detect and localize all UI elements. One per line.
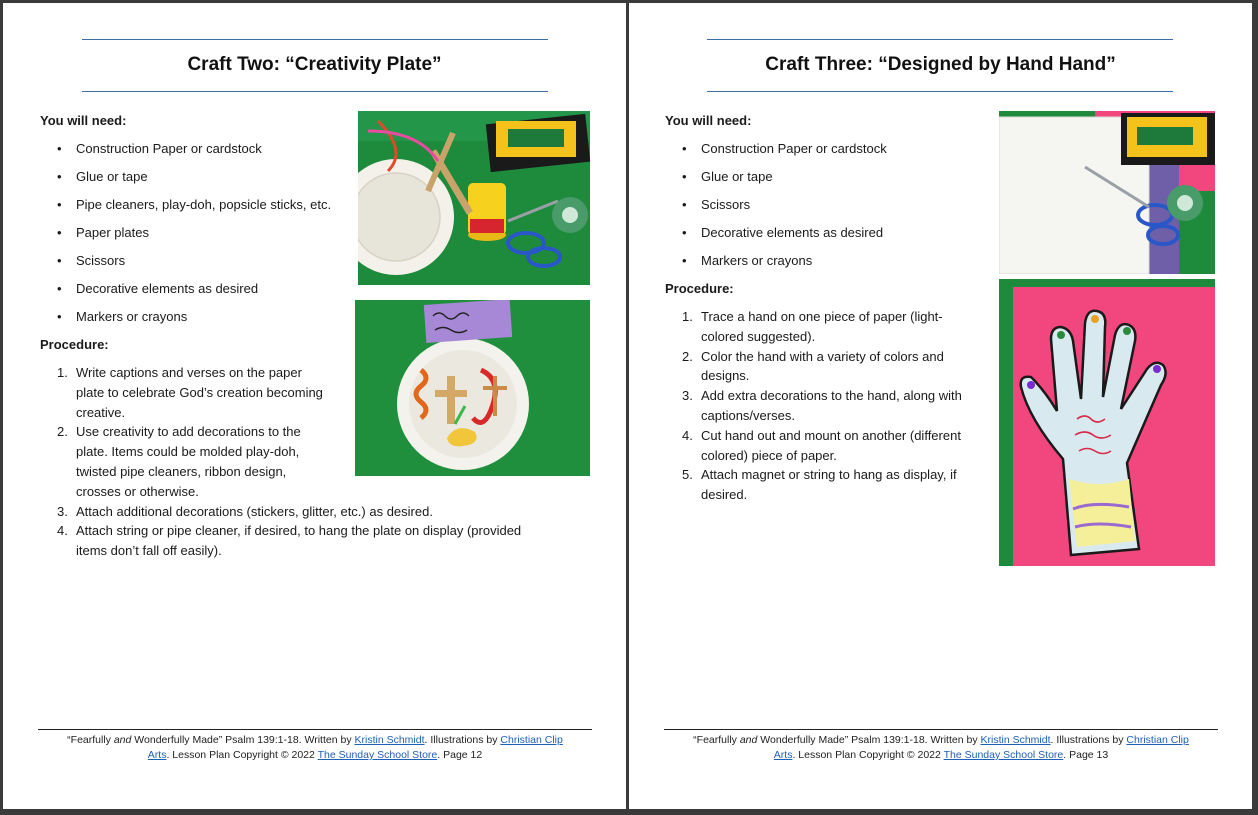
procedure-step	[665, 347, 995, 387]
page-12	[3, 3, 626, 809]
step-text-line: Add extra decorations to the hand, along with	[701, 388, 962, 404]
step-text-line: captions/verses.	[701, 407, 795, 423]
title-top-rule	[82, 39, 548, 40]
illustrator-link[interactable]: Christian Clip	[1126, 734, 1189, 746]
footer-text: . Lesson Plan Copyright © 2022	[166, 749, 318, 761]
footer-text: Wonderfully Made” Psalm 139:1-18. Written by	[131, 734, 355, 746]
step-text-line: crosses or otherwise.	[76, 483, 199, 499]
needs-heading: You will need:	[665, 113, 752, 128]
footer-text: . Illustrations by	[424, 734, 501, 746]
step-text-line: Attach additional decorations (stickers, glitter, etc.) as desired.	[76, 503, 433, 519]
supply-item: • Glue or tape	[665, 167, 985, 195]
needs-heading: You will need:	[40, 113, 127, 128]
page-13	[629, 3, 1252, 809]
page-title: Craft Two: “Creativity Plate”	[187, 54, 442, 75]
supplies-list	[665, 139, 985, 279]
step-text-line: Color the hand with a variety of colors and	[701, 348, 944, 364]
supply-item: • Pipe cleaners, play-doh, popsicle sticks, etc.	[40, 195, 360, 223]
supplies-list	[40, 139, 360, 335]
step-text-line: Write captions and verses on the paper	[76, 365, 302, 380]
footer-text: Wonderfully Made” Psalm 139:1-18. Written by	[757, 734, 981, 746]
illustrator-link-cont[interactable]: Arts	[773, 749, 793, 761]
step-text-line: colored suggested).	[701, 328, 816, 344]
step-text-line: Use creativity to add decorations to the	[76, 424, 301, 440]
store-link[interactable]: The Sunday School Store	[943, 749, 1064, 761]
footer-text: . Illustrations by	[1050, 734, 1127, 746]
step-text-line: items don’t fall off easily).	[76, 543, 222, 559]
step-number: 1.	[57, 365, 68, 380]
step-text-line: plate to celebrate God’s creation becoming	[76, 384, 323, 400]
footer-rule	[664, 729, 1218, 730]
page-footer	[664, 733, 1218, 763]
footer-rule	[38, 729, 592, 730]
step-text-line: Cut hand out and mount on another (different	[701, 427, 961, 443]
supply-item: • Construction Paper or cardstock	[40, 139, 360, 167]
title-bottom-rule	[82, 91, 548, 92]
step-text-line: Trace a hand on one piece of paper (light-	[701, 309, 943, 324]
page-title: Craft Three: “Designed by Hand Hand”	[765, 54, 1116, 75]
procedure-step	[665, 465, 995, 505]
footer-text: “Fearfully	[693, 734, 740, 746]
title-bottom-rule	[707, 91, 1173, 92]
author-link[interactable]: Kristin Schmidt	[980, 734, 1051, 746]
step-text-line: twisted pipe cleaners, ribbon design,	[76, 463, 287, 479]
supply-item: • Scissors	[40, 251, 360, 279]
author-link[interactable]: Kristin Schmidt	[354, 734, 425, 746]
step-text-line: designs.	[701, 368, 750, 384]
supply-item: • Glue or tape	[40, 167, 360, 195]
step-number: 3.	[682, 388, 693, 404]
procedure-step	[665, 426, 995, 466]
procedure-heading: Procedure:	[40, 337, 109, 352]
footer-text: . Lesson Plan Copyright © 2022	[792, 749, 944, 761]
procedure-step	[665, 386, 995, 426]
footer-emphasis: and	[113, 734, 132, 746]
procedure-list	[665, 307, 995, 505]
step-number: 4.	[682, 427, 693, 443]
supplies-photo	[358, 111, 590, 285]
illustrator-link-cont[interactable]: Arts	[147, 749, 167, 761]
page-number: . Page 12	[437, 749, 483, 761]
step-number: 4.	[57, 523, 68, 539]
supply-item: • Paper plates	[40, 223, 360, 251]
supply-item: • Decorative elements as desired	[665, 223, 985, 251]
step-number: 2.	[57, 424, 68, 440]
step-text-line: colored) piece of paper.	[701, 447, 837, 463]
page-footer	[38, 733, 592, 763]
procedure-step	[40, 521, 580, 561]
step-number: 5.	[682, 467, 693, 483]
hand-supplies-photo	[999, 111, 1215, 274]
decorated-hand-photo	[999, 279, 1215, 566]
supply-item: • Decorative elements as desired	[40, 279, 360, 307]
procedure-step	[40, 502, 580, 522]
title-top-rule	[707, 39, 1173, 40]
step-text-line: desired.	[701, 487, 748, 503]
step-text-line: Attach magnet or string to hang as display, if	[701, 467, 957, 483]
supply-item: • Markers or crayons	[40, 307, 360, 335]
illustrator-link[interactable]: Christian Clip	[500, 734, 563, 746]
footer-emphasis: and	[739, 734, 758, 746]
step-number: 3.	[57, 503, 68, 519]
procedure-heading: Procedure:	[665, 281, 734, 296]
footer-text: “Fearfully	[67, 734, 114, 746]
step-text-line: creative.	[76, 404, 126, 420]
step-number: 1.	[682, 309, 693, 324]
supply-item: • Markers or crayons	[665, 251, 985, 279]
step-number: 2.	[682, 348, 693, 364]
supply-item: • Scissors	[665, 195, 985, 223]
page-number: . Page 13	[1063, 749, 1109, 761]
supply-item: • Construction Paper or cardstock	[665, 139, 985, 167]
step-text-line: plate. Items could be molded play-doh,	[76, 444, 300, 460]
step-text-line: Attach string or pipe cleaner, if desired, to hang the plate on display (provided	[76, 523, 522, 539]
creativity-plate-photo	[355, 300, 590, 476]
procedure-step	[665, 307, 995, 347]
store-link[interactable]: The Sunday School Store	[317, 749, 438, 761]
